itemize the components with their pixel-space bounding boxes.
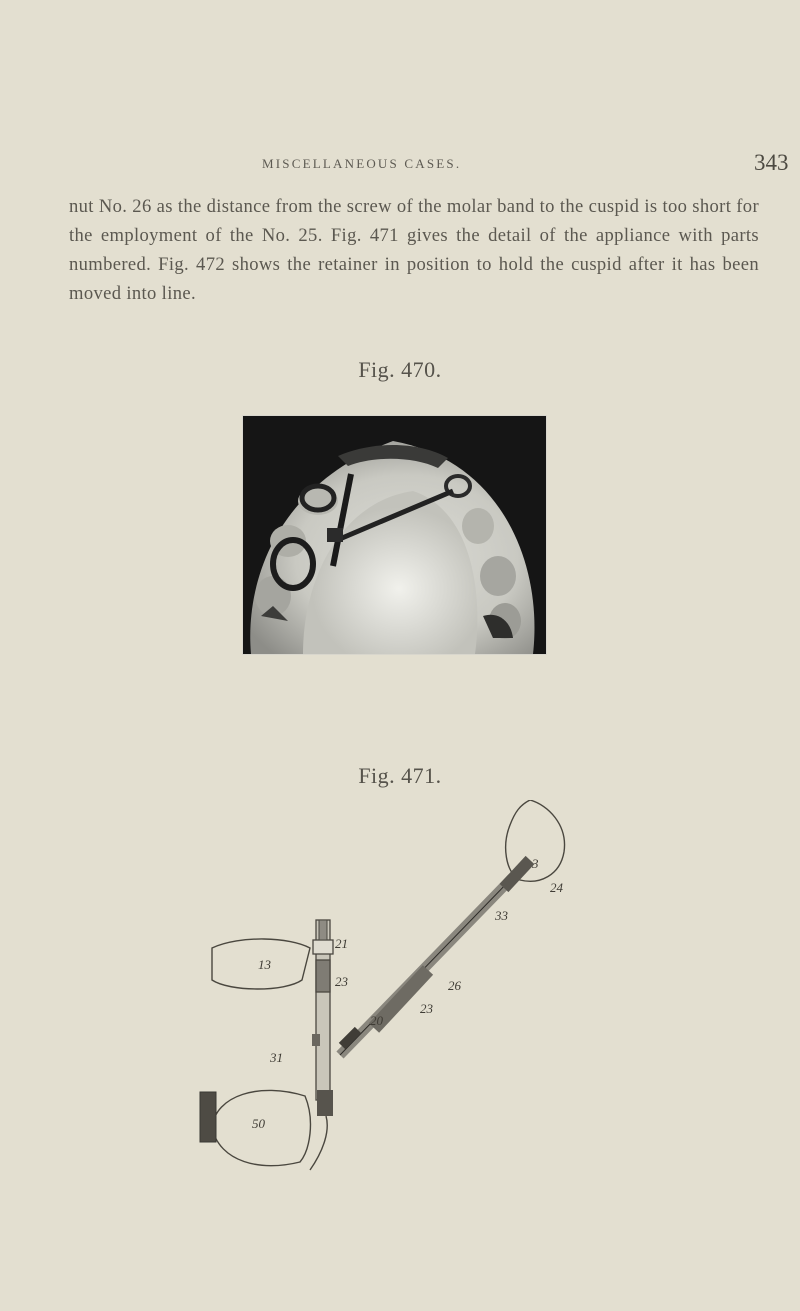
label-13: 13 <box>258 957 271 972</box>
figure-471-caption: Fig. 471. <box>358 763 442 788</box>
running-title: MISCELLANEOUS CASES. <box>262 156 462 171</box>
label-21: 21 <box>335 936 348 951</box>
figure-471-diagram <box>190 800 590 1175</box>
label-50: 50 <box>252 1116 265 1131</box>
figure-470-photograph <box>242 415 547 655</box>
page-number: 343 <box>754 150 789 175</box>
label-24: 24 <box>550 880 563 895</box>
label-23a: 23 <box>335 974 348 989</box>
label-23b: 23 <box>420 1001 433 1016</box>
label-33: 33 <box>495 908 508 923</box>
label-3: 3 <box>532 856 539 871</box>
label-31: 31 <box>270 1050 283 1065</box>
label-20: 20 <box>370 1013 383 1028</box>
running-head <box>0 150 800 180</box>
label-26: 26 <box>448 978 461 993</box>
body-paragraph: nut No. 26 as the distance from the screw of the molar band to the cuspid is too short for the employment of the No. 25. Fig. 471 gives the detail of the appliance with parts numbered. Fig. 472 shows the retainer in position to hold the cuspid after it has been moved into line. <box>69 196 759 304</box>
figure-470-caption: Fig. 470. <box>358 357 442 382</box>
